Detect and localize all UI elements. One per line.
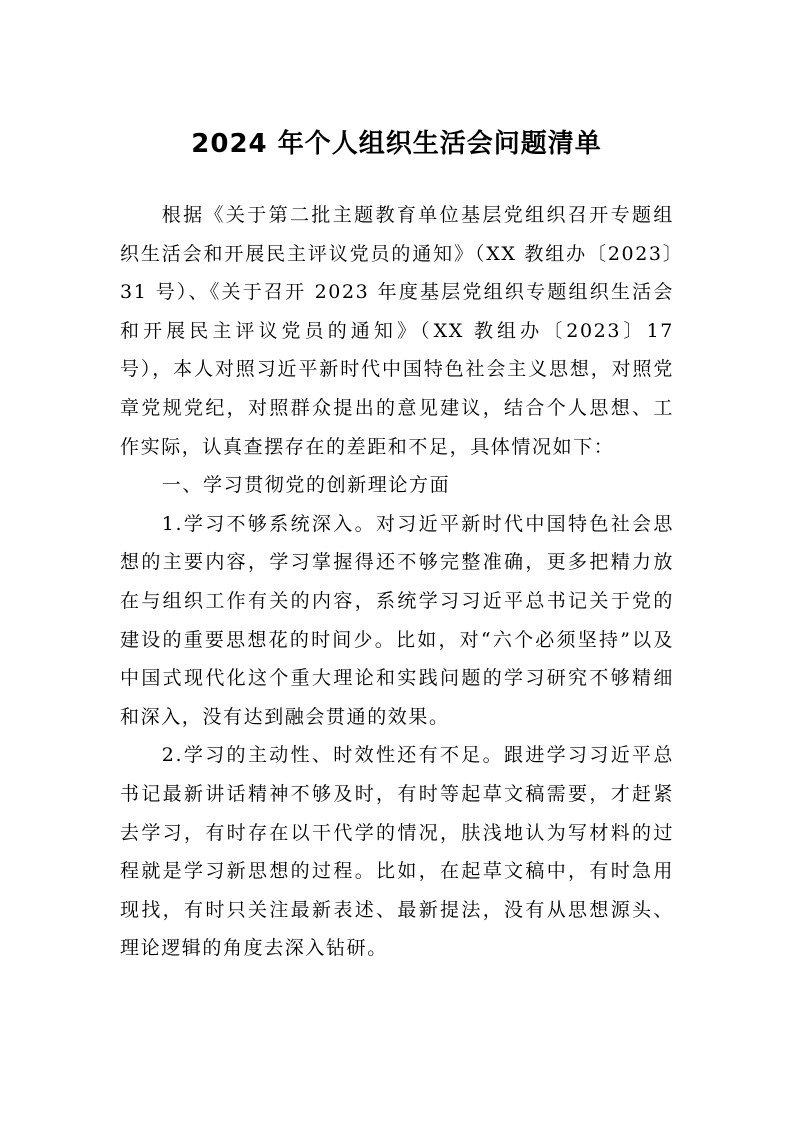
intro-paragraph: 根据《关于第二批主题教育单位基层党组织召开专题组织生活会和开展民主评议党员的通知》（XX 教组办〔2023〕31 号）、《关于召开 2023 年度基层党组织专题组织生活会和开展民主评议党员的通知》（XX 教组办〔2023〕17 号），本人对照习近平新时代中国特色社会主义思想，对照党章党规党纪，对照群众提出的意见建议，结合个人思想、工作实际，认真查摆存在的差距和不足，具体情况如下： <box>120 204 674 458</box>
document-body <box>120 196 674 968</box>
problem-paragraph-1: 1.学习不够系统深入。对习近平新时代中国特色社会思想的主要内容，学习掌握得还不够完整准确，更多把精力放在与组织工作有关的内容，系统学习习近平总书记关于党的建设的重要思想花的时间少。比如，对“六个必须坚持”以及中国式现代化这个重大理论和实践问题的学习研究不够精细和深入，没有达到融会贯通的效果。 <box>120 512 674 728</box>
problem-paragraph-2: 2.学习的主动性、时效性还有不足。跟进学习习近平总书记最新讲话精神不够及时，有时等起草文稿需要，才赶紧去学习，有时存在以干代学的情况，肤浅地认为写材料的过程就是学习新思想的过程。比如，在起草文稿中，有时急用现找，有时只关注最新表述、最新提法，没有从思想源头、理论逻辑的角度去深入钻研。 <box>120 744 674 960</box>
section-heading: 一、学习贯彻党的创新理论方面 <box>161 474 451 497</box>
document-title: 2024 年个人组织生活会问题清单 <box>191 129 602 159</box>
